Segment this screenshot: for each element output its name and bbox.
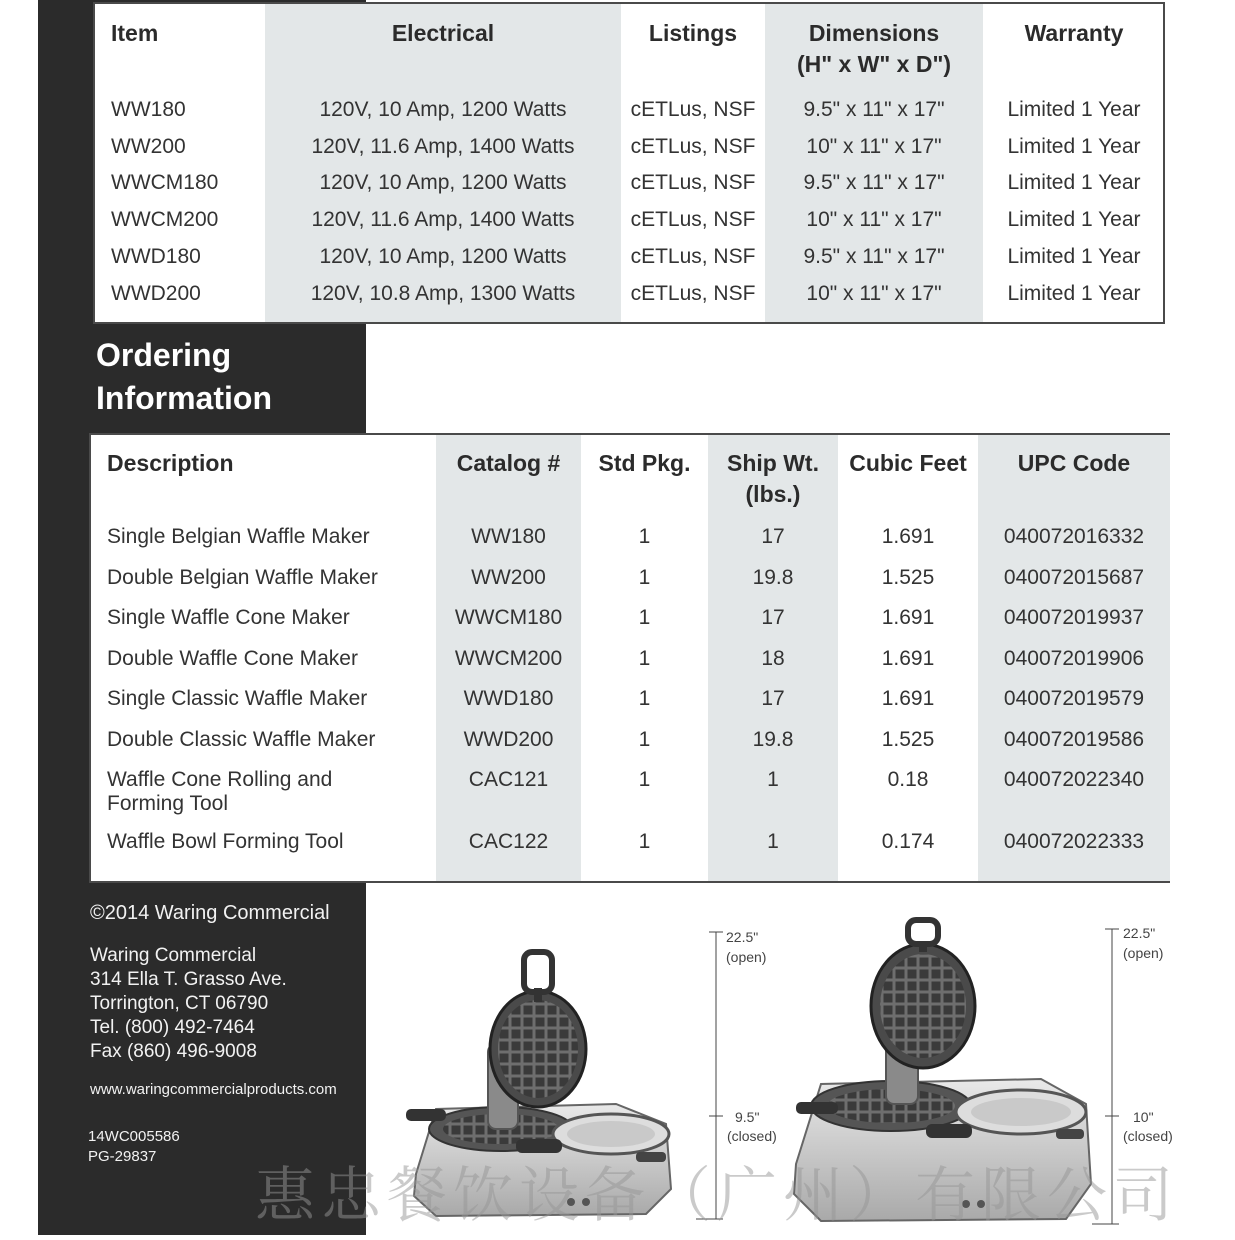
spec-cell-dimensions: 10" x 11" x 17": [806, 134, 942, 158]
ordering-cell-std-pkg: 1: [638, 728, 651, 751]
spec-cell-dimensions: 9.5" x 11" x 17": [803, 171, 945, 195]
ordering-cell-cubic-feet: 0.174: [881, 830, 935, 853]
spec-band-electrical: [265, 4, 621, 322]
company-name: Waring Commercial: [90, 945, 257, 966]
left-closed-height: 9.5": [735, 1109, 760, 1125]
ordering-cell-cubic-feet: 1.691: [881, 647, 935, 670]
spec-cell-item: WWD180: [111, 244, 201, 268]
company-address: [90, 944, 287, 1064]
ordering-cell-ship-wt: 17: [761, 687, 785, 710]
spec-header-dimensions-line1: Dimensions: [808, 20, 940, 46]
ordering-table: [89, 433, 1170, 883]
ordering-cell-description: Double Belgian Waffle Maker: [107, 566, 378, 589]
company-city: Torrington, CT 06790: [90, 993, 269, 1014]
ordering-cell-cubic-feet: 1.525: [881, 728, 935, 751]
spec-cell-electrical: 120V, 10 Amp, 1200 Watts: [319, 98, 567, 121]
spec-cell-listings: cETLus, NSF: [630, 244, 756, 268]
left-open-height: 22.5": [726, 929, 759, 945]
ordering-cell-description: Double Waffle Cone Maker: [107, 647, 358, 670]
right-closed-label: (closed): [1123, 1128, 1173, 1144]
ordering-cell-catalog: WWCM180: [454, 606, 563, 629]
ordering-header-ship-wt: [708, 448, 838, 510]
ordering-cell-upc: 040072019579: [1003, 687, 1145, 710]
spec-header-listings: Listings: [648, 20, 738, 46]
ordering-cell-ship-wt: 1: [767, 830, 779, 853]
ordering-cell-description: Waffle Bowl Forming Tool: [107, 830, 344, 853]
spec-cell-item: WWCM180: [111, 171, 219, 195]
ordering-cell-upc: 040072022340: [1003, 768, 1145, 791]
ordering-cell-catalog: CAC121: [468, 768, 549, 791]
right-open-height: 22.5": [1123, 925, 1156, 941]
spec-header-item: Item: [111, 20, 159, 46]
ordering-cell-upc: 040072019906: [1003, 647, 1145, 670]
spec-cell-electrical: 120V, 11.6 Amp, 1400 Watts: [311, 208, 575, 232]
ordering-cell-catalog: WWD180: [463, 687, 554, 710]
ordering-cell-ship-wt: 1: [767, 768, 779, 791]
ordering-cell-std-pkg: 1: [638, 525, 651, 548]
company-fax: Fax (860) 496-9008: [90, 1041, 257, 1062]
ordering-cell-catalog: WWCM200: [454, 647, 563, 670]
ordering-cell-ship-wt: 17: [761, 525, 785, 548]
spec-cell-listings: cETLus, NSF: [630, 98, 756, 121]
ordering-header-cubic-feet: Cubic Feet: [849, 450, 967, 476]
spec-cell-warranty: Limited 1 Year: [1007, 244, 1141, 268]
spec-cell-electrical: 120V, 10 Amp, 1200 Watts: [319, 244, 567, 268]
ordering-cell-cubic-feet: 1.691: [881, 525, 935, 548]
left-open-label: (open): [726, 949, 767, 965]
spec-cell-warranty: Limited 1 Year: [1007, 171, 1141, 195]
ordering-cell-description: [107, 768, 427, 816]
ordering-cell-std-pkg: 1: [638, 768, 651, 791]
ordering-cell-ship-wt: 19.8: [752, 566, 794, 589]
ordering-cell-cubic-feet: 1.525: [881, 566, 935, 589]
ordering-cell-std-pkg: 1: [638, 566, 651, 589]
ordering-cell-upc: 040072019586: [1003, 728, 1145, 751]
spec-cell-item: WWCM200: [111, 208, 219, 232]
spec-cell-listings: cETLus, NSF: [630, 171, 756, 195]
spec-header-dimensions: [765, 18, 983, 80]
ordering-cell-description-line2: Forming Tool: [107, 792, 228, 815]
ordering-header-description: Description: [107, 450, 234, 476]
ordering-cell-upc: 040072019937: [1003, 606, 1145, 629]
right-open-label: (open): [1123, 945, 1164, 961]
ordering-cell-catalog: WWD200: [463, 728, 554, 751]
ordering-cell-description: Single Classic Waffle Maker: [107, 687, 368, 710]
spec-cell-electrical: 120V, 10.8 Amp, 1300 Watts: [310, 281, 576, 305]
company-street: 314 Ella T. Grasso Ave.: [90, 969, 287, 990]
spec-cell-dimensions: 10" x 11" x 17": [806, 208, 942, 232]
spec-cell-listings: cETLus, NSF: [630, 208, 756, 232]
ordering-cell-std-pkg: 1: [638, 647, 651, 670]
website-link[interactable]: www.waringcommercialproducts.com: [90, 1081, 337, 1098]
ordering-cell-ship-wt: 19.8: [752, 728, 794, 751]
document-codes: [88, 1127, 180, 1167]
spec-cell-warranty: Limited 1 Year: [1007, 281, 1141, 305]
spec-cell-electrical: 120V, 11.6 Amp, 1400 Watts: [311, 134, 575, 158]
spec-cell-dimensions: 10" x 11" x 17": [806, 281, 942, 305]
copyright-notice: ©2014 Waring Commercial: [90, 902, 330, 924]
spec-cell-warranty: Limited 1 Year: [1007, 98, 1141, 121]
ordering-cell-catalog: WW180: [471, 525, 546, 548]
company-tel: Tel. (800) 492-7464: [90, 1017, 255, 1038]
ordering-cell-std-pkg: 1: [638, 687, 651, 710]
ordering-header-catalog: Catalog #: [456, 450, 561, 476]
spec-header-dimensions-line2: (H" x W" x D"): [796, 51, 952, 77]
watermark-text: 惠忠餐饮设备（广州）有限公司: [255, 1161, 1179, 1231]
ordering-header-std-pkg: Std Pkg.: [598, 450, 691, 476]
spec-cell-dimensions: 9.5" x 11" x 17": [803, 244, 945, 268]
spec-cell-warranty: Limited 1 Year: [1007, 208, 1141, 232]
spec-cell-listings: cETLus, NSF: [630, 134, 756, 158]
ordering-header-ship-wt-line2: (lbs.): [745, 481, 801, 507]
ordering-title-line1: Ordering: [96, 337, 232, 373]
ordering-cell-catalog: CAC122: [468, 830, 549, 853]
spec-cell-item: WWD200: [111, 281, 201, 305]
ordering-cell-upc: 040072016332: [1003, 525, 1145, 548]
ordering-cell-ship-wt: 18: [761, 647, 785, 670]
ordering-header-ship-wt-line1: Ship Wt.: [727, 450, 819, 476]
ordering-cell-cubic-feet: 0.18: [887, 768, 929, 791]
ordering-cell-cubic-feet: 1.691: [881, 687, 935, 710]
spec-cell-electrical: 120V, 10 Amp, 1200 Watts: [319, 171, 567, 195]
spec-cell-dimensions: 9.5" x 11" x 17": [803, 98, 945, 121]
spec-cell-item: WW200: [111, 134, 186, 158]
ordering-header-upc: UPC Code: [1017, 450, 1131, 476]
ordering-cell-upc: 040072022333: [1003, 830, 1145, 853]
left-closed-label: (closed): [727, 1128, 777, 1144]
ordering-cell-ship-wt: 17: [761, 606, 785, 629]
document-code-2: PG-29837: [88, 1148, 157, 1165]
spec-cell-listings: cETLus, NSF: [630, 281, 756, 305]
ordering-cell-upc: 040072015687: [1003, 566, 1145, 589]
ordering-cell-std-pkg: 1: [638, 830, 651, 853]
ordering-cell-description: Double Classic Waffle Maker: [107, 728, 376, 751]
ordering-title-line2: Information: [96, 380, 272, 416]
ordering-cell-catalog: WW200: [471, 566, 546, 589]
spec-header-warranty: Warranty: [1024, 20, 1124, 46]
ordering-cell-std-pkg: 1: [638, 606, 651, 629]
ordering-information-title: [96, 334, 272, 420]
document-code-1: 14WC005586: [88, 1128, 180, 1145]
spec-table: [93, 2, 1165, 324]
ordering-cell-description: Single Belgian Waffle Maker: [107, 525, 370, 548]
ordering-cell-description: Single Waffle Cone Maker: [107, 606, 350, 629]
spec-cell-warranty: Limited 1 Year: [1007, 134, 1141, 158]
right-closed-height: 10": [1133, 1109, 1154, 1125]
spec-cell-item: WW180: [111, 98, 186, 121]
ordering-cell-description-line1: Waffle Cone Rolling and: [107, 768, 333, 791]
spec-header-electrical: Electrical: [391, 20, 495, 46]
ordering-cell-cubic-feet: 1.691: [881, 606, 935, 629]
